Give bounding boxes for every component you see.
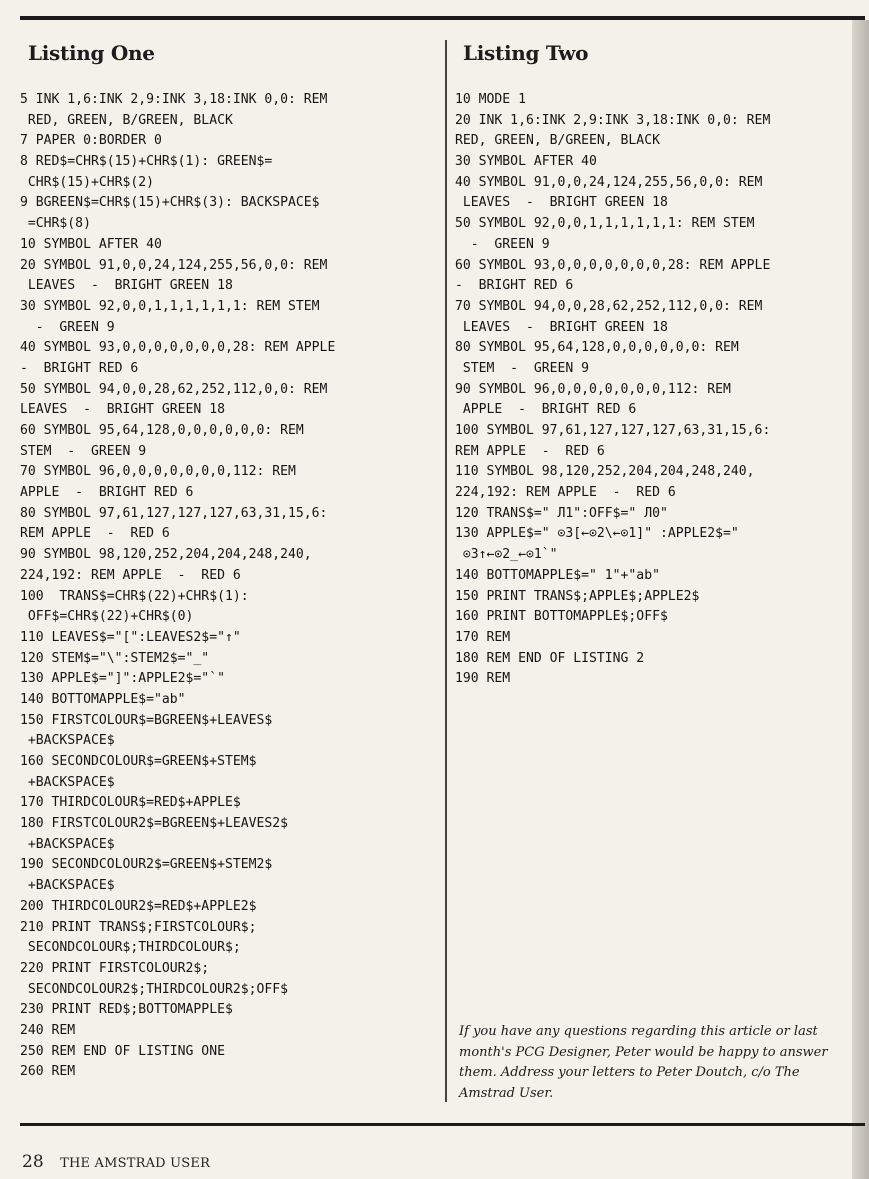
page-number: 28 — [22, 1152, 44, 1172]
magazine-name: THE AMSTRAD USER — [60, 1156, 211, 1171]
code-line: 250 REM END OF LISTING ONE — [20, 1043, 225, 1059]
code-line: 30 SYMBOL 92,0,0,1,1,1,1,1,1: REM STEM — [20, 298, 320, 314]
code-line: 60 SYMBOL 93,0,0,0,0,0,0,0,28: REM APPLE — [455, 257, 771, 273]
code-line: 130 APPLE$=" ⊙3[←⊙2\←⊙1]" :APPLE2$=" — [455, 526, 739, 542]
code-line: 100 SYMBOL 97,61,127,127,127,63,31,15,6: — [455, 423, 771, 438]
page-footer — [22, 1152, 210, 1172]
code-line: 224,192: REM APPLE - RED 6 — [455, 485, 676, 501]
code-line: 210 PRINT TRANS$;FIRSTCOLOUR$; — [20, 919, 257, 935]
code-line: 70 SYMBOL 94,0,0,28,62,252,112,0,0: REM — [455, 298, 763, 314]
code-line: 160 PRINT BOTTOMAPPLE$;OFF$ — [455, 609, 668, 625]
code-line: 180 REM END OF LISTING 2 — [455, 650, 645, 666]
code-line: 130 APPLE$="]":APPLE2$="`" — [20, 671, 225, 687]
code-line: LEAVES - BRIGHT GREEN 18 — [455, 319, 668, 335]
code-line: 7 PAPER 0:BORDER 0 — [20, 133, 162, 149]
code-line: 100 TRANS$=CHR$(22)+CHR$(1): — [20, 588, 249, 604]
code-line: REM APPLE - RED 6 — [20, 526, 170, 542]
code-line: 150 PRINT TRANS$;APPLE$;APPLE2$ — [455, 588, 700, 604]
code-line: +BACKSPACE$ — [20, 836, 115, 852]
code-line: 110 SYMBOL 98,120,252,204,204,248,240, — [455, 464, 755, 480]
code-line: SECONDCOLOUR$;THIRDCOLOUR$; — [20, 940, 241, 956]
code-line: - GREEN 9 — [455, 236, 550, 252]
code-line: 30 SYMBOL AFTER 40 — [455, 154, 597, 170]
code-line: 120 TRANS$=" Л1":OFF$=" Л0" — [455, 505, 668, 521]
listing-one-code — [20, 90, 440, 1083]
code-line: 80 SYMBOL 97,61,127,127,127,63,31,15,6: — [20, 505, 328, 521]
code-line: 190 SECONDCOLOUR2$=GREEN$+STEM2$ — [20, 857, 273, 873]
code-line: STEM - GREEN 9 — [455, 360, 590, 376]
code-line: RED, GREEN, B/GREEN, BLACK — [455, 133, 660, 149]
bottom-rule — [20, 1123, 865, 1126]
code-line: LEAVES - BRIGHT GREEN 18 — [20, 278, 233, 294]
code-line: +BACKSPACE$ — [20, 733, 115, 749]
code-line: +BACKSPACE$ — [20, 774, 115, 790]
code-line: 8 RED$=CHR$(15)+CHR$(1): GREEN$= — [20, 154, 273, 170]
code-line: - BRIGHT RED 6 — [20, 360, 139, 376]
code-line: REM APPLE - RED 6 — [455, 443, 605, 459]
code-line: 120 STEM$="\":STEM2$="_" — [20, 650, 210, 666]
listing-one-column — [20, 36, 440, 1083]
code-line: APPLE - BRIGHT RED 6 — [20, 485, 194, 501]
code-line: 90 SYMBOL 96,0,0,0,0,0,0,0,112: REM — [455, 381, 731, 397]
code-line: 70 SYMBOL 96,0,0,0,0,0,0,0,112: REM — [20, 464, 296, 480]
code-line: +BACKSPACE$ — [20, 878, 115, 894]
listing-two-code — [455, 90, 855, 690]
code-line: 224,192: REM APPLE - RED 6 — [20, 567, 241, 583]
code-line: STEM - GREEN 9 — [20, 443, 147, 459]
code-line: LEAVES - BRIGHT GREEN 18 — [455, 195, 668, 211]
code-line: 140 BOTTOMAPPLE$="ab" — [20, 691, 186, 707]
code-line: 170 THIRDCOLOUR$=RED$+APPLE$ — [20, 795, 241, 811]
code-line: 190 REM — [455, 671, 511, 687]
code-line: 240 REM — [20, 1022, 76, 1038]
code-line: 140 BOTTOMAPPLE$=" 1"+"ab" — [455, 567, 660, 583]
code-line: - BRIGHT RED 6 — [455, 278, 574, 294]
code-line: 20 INK 1,6:INK 2,9:INK 3,18:INK 0,0: REM — [455, 112, 771, 128]
code-line: 260 REM — [20, 1064, 76, 1080]
code-line: 9 BGREEN$=CHR$(15)+CHR$(3): BACKSPACE$ — [20, 195, 320, 211]
code-line: 90 SYMBOL 98,120,252,204,204,248,240, — [20, 547, 312, 563]
code-line: 60 SYMBOL 95,64,128,0,0,0,0,0,0: REM — [20, 423, 304, 438]
code-line: 50 SYMBOL 94,0,0,28,62,252,112,0,0: REM — [20, 381, 328, 397]
listing-two-column — [455, 36, 855, 690]
code-line: 10 SYMBOL AFTER 40 — [20, 236, 162, 252]
code-line: 220 PRINT FIRSTCOLOUR2$; — [20, 960, 210, 976]
code-line: OFF$=CHR$(22)+CHR$(0) — [20, 609, 194, 625]
code-line: 20 SYMBOL 91,0,0,24,124,255,56,0,0: REM — [20, 257, 328, 273]
code-line: 5 INK 1,6:INK 2,9:INK 3,18:INK 0,0: REM — [20, 92, 328, 107]
code-line: CHR$(15)+CHR$(2) — [20, 174, 155, 190]
code-line: 50 SYMBOL 92,0,0,1,1,1,1,1,1: REM STEM — [455, 216, 755, 232]
code-line: APPLE - BRIGHT RED 6 — [455, 402, 637, 418]
code-line: LEAVES - BRIGHT GREEN 18 — [20, 402, 225, 418]
code-line: 150 FIRSTCOLOUR$=BGREEN$+LEAVES$ — [20, 712, 273, 728]
code-line: 10 MODE 1 — [455, 92, 526, 107]
code-line: 170 REM — [455, 629, 511, 645]
column-divider — [445, 40, 447, 1102]
top-rule — [20, 16, 865, 20]
code-line: 200 THIRDCOLOUR2$=RED$+APPLE2$ — [20, 898, 257, 914]
listing-one-title: Listing One — [28, 41, 155, 65]
code-line: 40 SYMBOL 93,0,0,0,0,0,0,0,28: REM APPLE — [20, 340, 336, 356]
code-line: 160 SECONDCOLOUR$=GREEN$+STEM$ — [20, 754, 257, 769]
code-line: 110 LEAVES$="[":LEAVES2$="↑" — [20, 629, 241, 645]
code-line: - GREEN 9 — [20, 319, 115, 335]
code-line: SECONDCOLOUR2$;THIRDCOLOUR2$;OFF$ — [20, 981, 289, 997]
listing-two-title: Listing Two — [463, 41, 589, 65]
code-line: 80 SYMBOL 95,64,128,0,0,0,0,0,0: REM — [455, 340, 739, 356]
code-line: 180 FIRSTCOLOUR2$=BGREEN$+LEAVES2$ — [20, 816, 289, 832]
code-line: =CHR$(8) — [20, 216, 91, 232]
code-line: RED, GREEN, B/GREEN, BLACK — [20, 112, 233, 128]
code-line: 40 SYMBOL 91,0,0,24,124,255,56,0,0: REM — [455, 174, 763, 190]
author-note: If you have any questions regarding this article or last month's PCG Designer, Peter would be happy to answer them. Address your letters to Peter Doutch, c/o The Amstrad User. — [459, 1024, 828, 1101]
code-line: ⊙3↑←⊙2_←⊙1`" — [455, 547, 558, 563]
code-line: 230 PRINT RED$;BOTTOMAPPLE$ — [20, 1002, 233, 1018]
